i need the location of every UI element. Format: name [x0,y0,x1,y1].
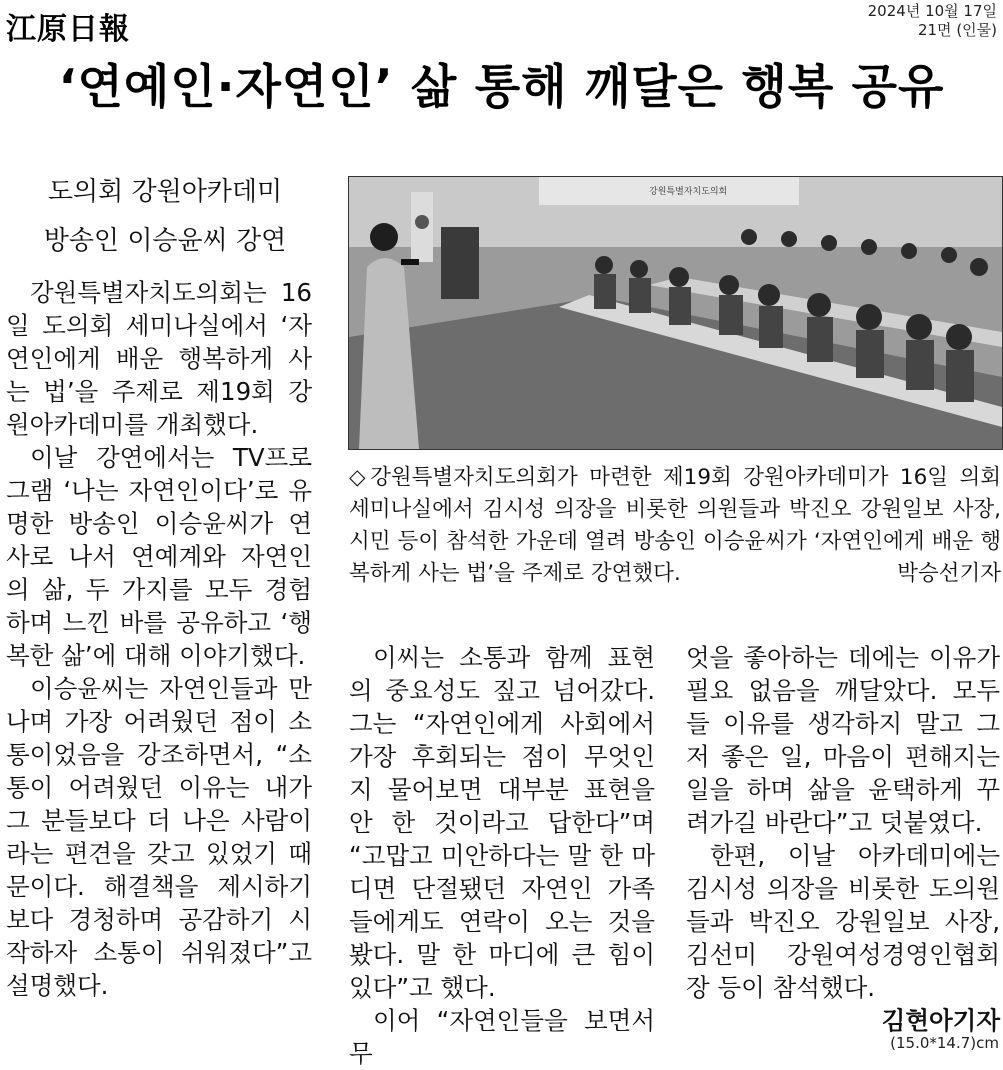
paragraph: 이승윤씨는 자연인들과 만나며 가장 어려웠던 점이 소통이었음을 강조하면서, “소통이 어려웠던 이유는 내가 그 분들보다 더 나은 사람이라는 편견을 갖고 있었기 때문이다. 해결책을 제시하기보다 경청하며 공감하기 시작하자 소통이 쉬워졌다”고 설명했다. [6,674,312,1000]
paragraph: 엇을 좋아하는 데에는 이유가 필요 없음을 깨달았다. 모두들 이유를 생각하지 말고 그저 좋은 일, 마음이 편해지는 일을 하며 삶을 윤택하게 꾸려가길 바란다”고 덧붙였다. [686,643,1000,837]
paragraph: 이씨는 소통과 함께 표현의 중요성도 짚고 넘어갔다. 그는 “자연인에게 사회에서 가장 후회되는 점이 무엇인지 물어보면 대부분 표현을 안 한 것이라고 답한다”며 “고맙고 미안하다는 말 한 마디면 단절됐던 자연인 가족들에게도 연락이 오는 것을 봤다. 말 한 마디에 큰 힘이 있다”고 했다. [349,643,655,1002]
article-column-1 [6,276,312,1002]
masthead-logo: 江原日報 [6,12,130,47]
article-column-3 [686,641,1000,1037]
paragraph: 강원특별자치도의회는 16일 도의회 세미나실에서 ‘자연인에게 배운 행복하게 사는 법’을 주제로 제19회 강원아카데미를 개최했다. [6,278,312,439]
paragraph: 이어 “자연인들을 보면서 무 [349,1006,655,1068]
article-byline: 김현아기자 [881,1006,1000,1035]
article-column-2 [349,641,655,1070]
subhead-2: 방송인 이승윤씨 강연 [43,226,287,256]
subhead-1: 도의회 강원아카데미 [47,177,283,207]
photo-banner-text: 강원특별자치도의회 [649,187,728,197]
headline: ‘연예인·자연인’ 삶 통해 깨달은 행복 공유 [58,60,945,115]
photo-caption [349,462,1001,590]
news-photo [348,176,1003,450]
paragraph: 한편, 이날 아카데미에는 김시성 의장을 비롯한 도의원들과 박진오 강원일보 사장, 김선미 강원여성경영인협회장 등이 참석했다. [686,841,1000,1002]
caption-text: ◇강원특별자치도의회가 마련한 제19회 강원아카데미가 16일 의회 세미나실에서 김시성 의장을 비롯한 의원들과 박진오 강원일보 사장, 시민 등이 참석한 가운데 열려 방송인 이승윤씨가 ‘자연인에게 배운 행복하게 사는 법’을 주제로 강연했다. [349,465,1001,586]
clip-size-note: (15.0*14.7)cm [890,1034,999,1052]
paragraph: 이날 강연에서는 TV프로그램 ‘나는 자연인이다’로 유명한 방송인 이승윤씨가 연사로 나서 연예계와 자연인의 삶, 두 가지를 모두 경험하며 느낀 바를 공유하고 ‘행복한 삶’에 대해 이야기했다. [6,443,312,670]
issue-date: 2024년 10월 17일 [867,2,997,20]
page-section: 21면 (인물) [917,21,997,39]
caption-byline: 박승선기자 [897,561,1001,586]
dateline [868,2,997,40]
